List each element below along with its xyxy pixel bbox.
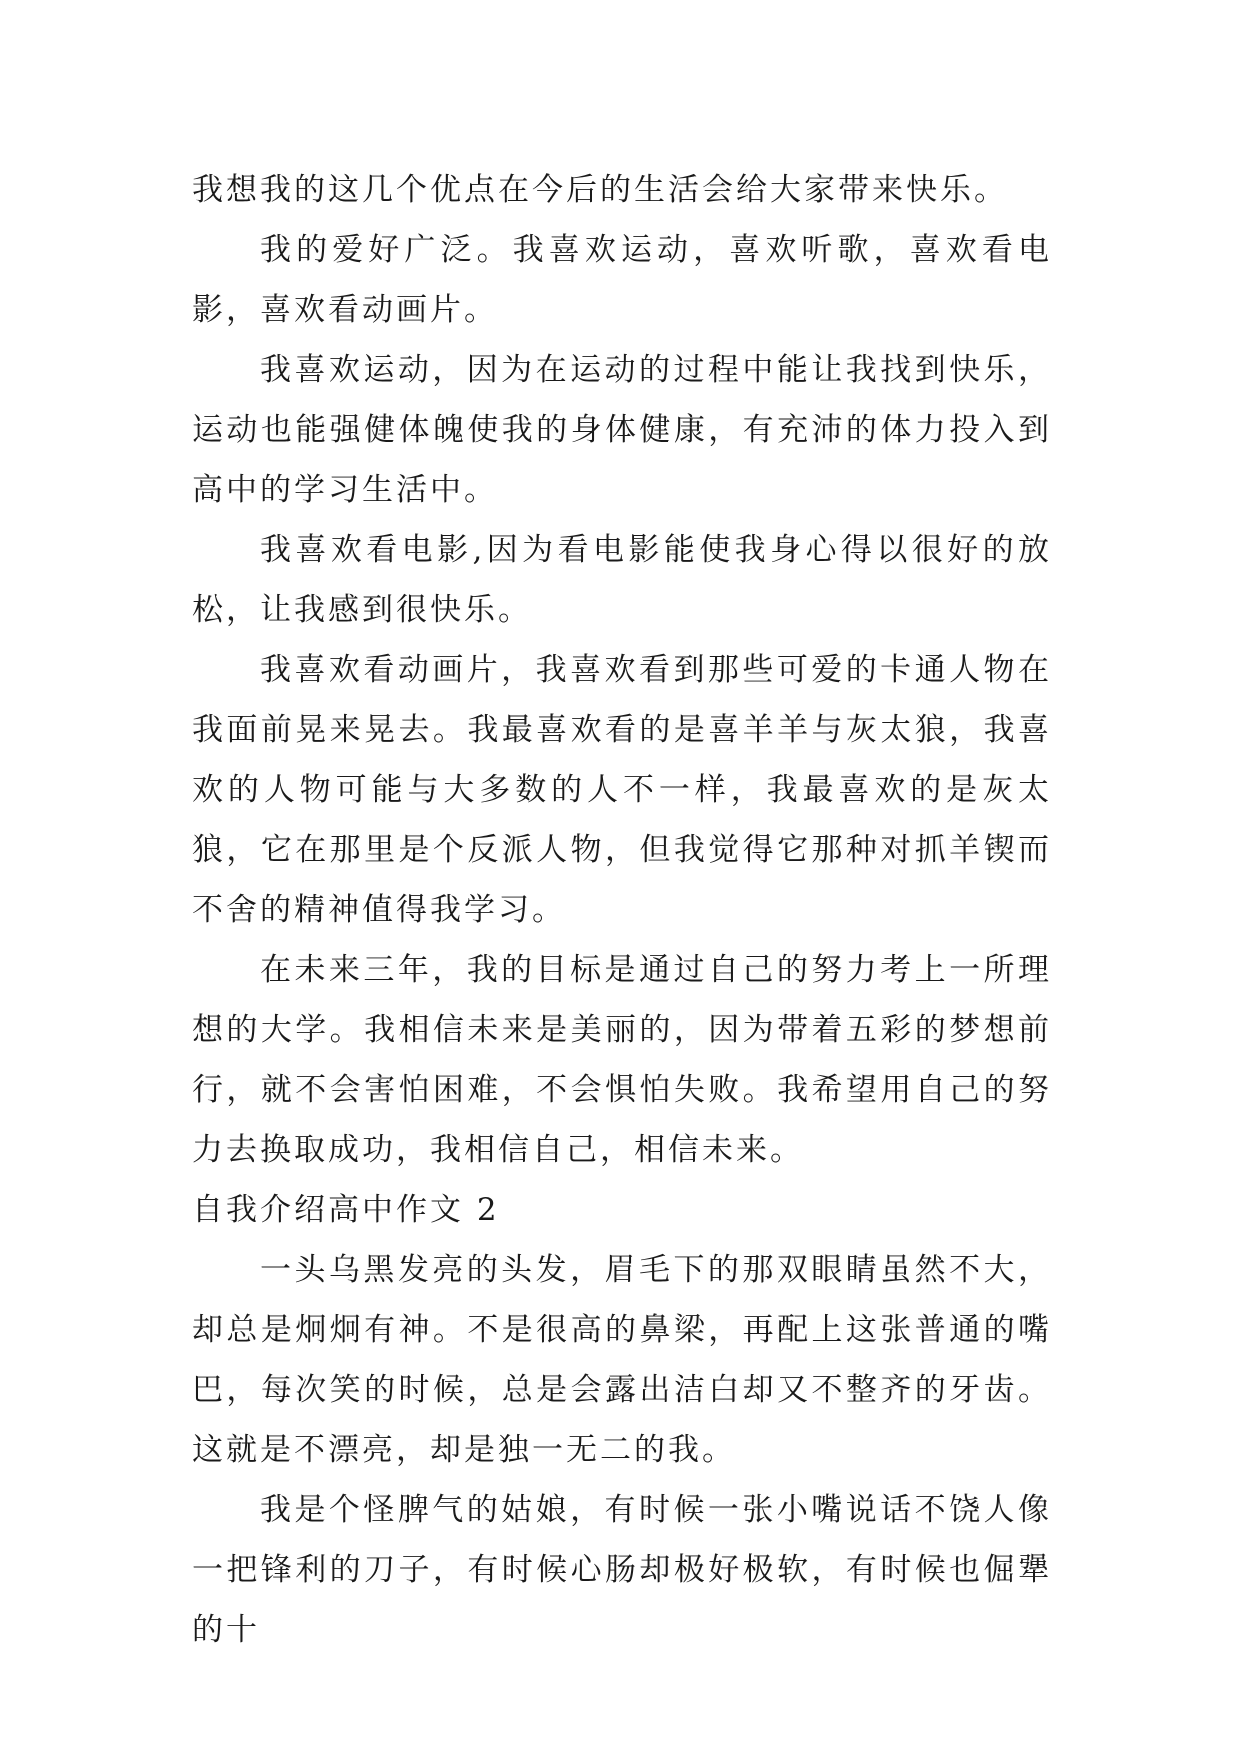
section-heading: 自我介绍高中作文 2 [192, 1192, 500, 1228]
paragraph-5: 我喜欢看动画片，我喜欢看到那些可爱的卡通人物在我面前晃来晃去。我最喜欢看的是喜羊羊与灰太狼，我喜欢的人物可能与大多数的人不一样，我最喜欢的是灰太狼，它在那里是个反派人物，但我觉得它那种对抓羊锲而不舍的精神值得我学习。 [192, 652, 1052, 928]
paragraph-3: 我喜欢运动，因为在运动的过程中能让我找到快乐，运动也能强健体魄使我的身体健康，有充沛的体力投入到高中的学习生活中。 [192, 352, 1052, 508]
paragraph-7: 一头乌黑发亮的头发，眉毛下的那双眼睛虽然不大，却总是炯炯有神。不是很高的鼻梁，再配上这张普通的嘴巴，每次笑的时候，总是会露出洁白却又不整齐的牙齿。这就是不漂亮，却是独一无二的我。 [192, 1252, 1052, 1468]
paragraph-4: 我喜欢看电影,因为看电影能使我身心得以很好的放松，让我感到很快乐。 [192, 532, 1052, 628]
paragraph-1: 我想我的这几个优点在今后的生活会给大家带来快乐。 [192, 172, 1008, 208]
paragraph-6: 在未来三年，我的目标是通过自己的努力考上一所理想的大学。我相信未来是美丽的，因为带着五彩的梦想前行，就不会害怕困难，不会惧怕失败。我希望用自己的努力去换取成功，我相信自己，相信未来。 [192, 952, 1052, 1168]
paragraph-2: 我的爱好广泛。我喜欢运动，喜欢听歌，喜欢看电影，喜欢看动画片。 [192, 232, 1052, 328]
document-body [192, 160, 1052, 1660]
paragraph-8: 我是个怪脾气的姑娘，有时候一张小嘴说话不饶人像一把锋利的刀子，有时候心肠却极好极软，有时候也倔犟的十 [192, 1492, 1052, 1648]
